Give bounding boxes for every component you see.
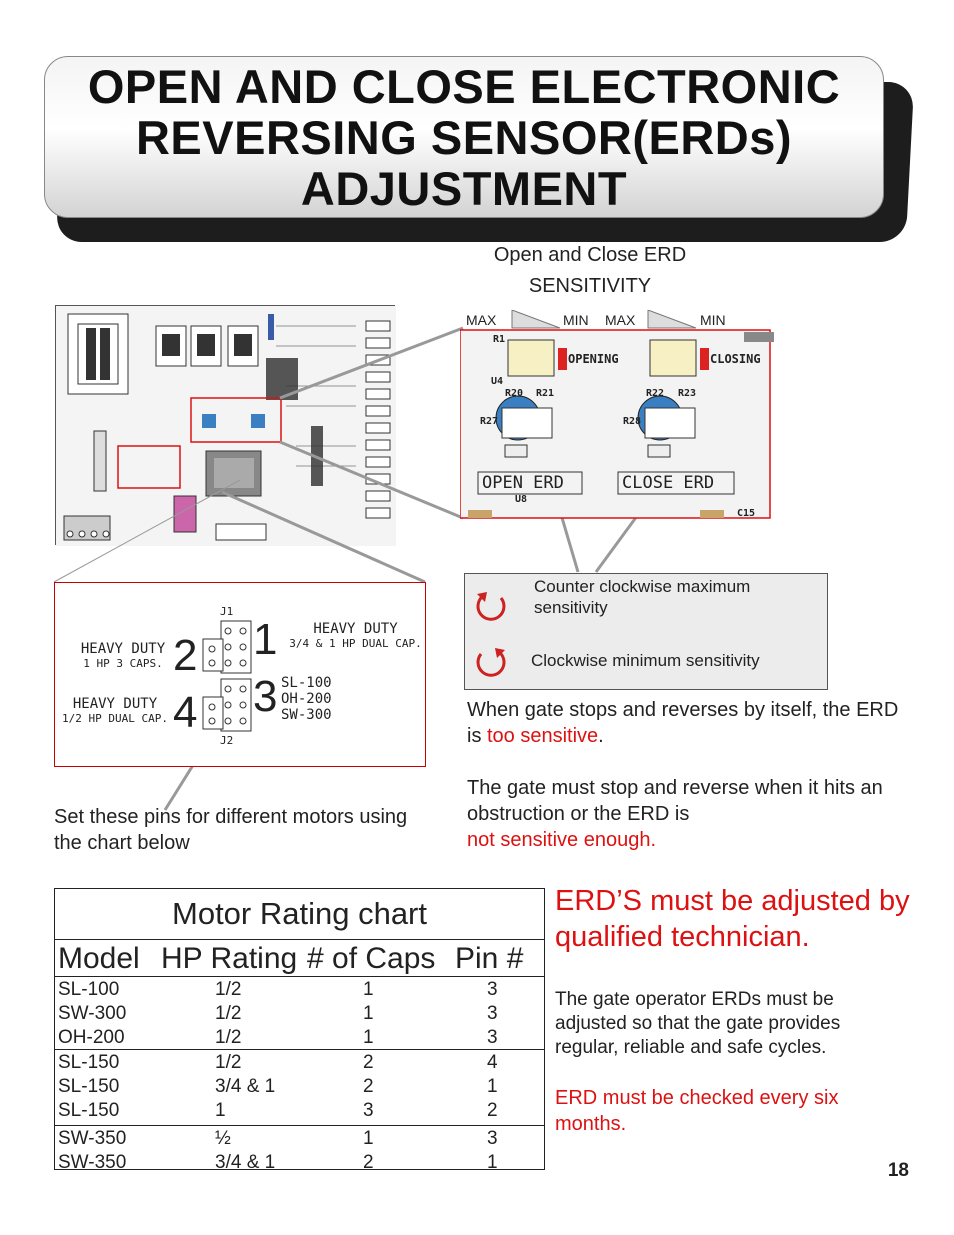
- chart-group: [55, 977, 544, 1051]
- closing-label: CLOSING: [710, 352, 761, 366]
- erd-caption-line-1: Open and Close ERD: [493, 244, 687, 266]
- three-quarter-hp-dual-cap-label: 3/4 & 1 HP DUAL CAP.: [289, 637, 422, 650]
- cell-pin: 3: [487, 1003, 498, 1024]
- ccw-sensitivity-text: Counter clockwise maximum sensitivity: [534, 577, 751, 617]
- cw-sensitivity-text: Clockwise minimum sensitivity: [531, 651, 760, 670]
- title-line-2: REVERSING SENSOR(ERDs): [135, 110, 793, 164]
- cell-model: SL-150: [58, 1076, 120, 1097]
- chart-header-row: [55, 939, 544, 977]
- title-line-3: ADJUSTMENT: [300, 161, 628, 215]
- u4-label: U4: [491, 376, 504, 387]
- counter-clockwise-arrow-icon: [473, 588, 509, 624]
- max-label-close: MAX: [605, 312, 636, 328]
- heavy-duty-34-label: HEAVY DUTY: [313, 621, 398, 637]
- heavy-duty-half-label: HEAVY DUTY: [72, 696, 158, 712]
- jumper-header-drawing: [201, 619, 253, 735]
- min-label-open: MIN: [563, 312, 589, 328]
- cell-hp: 1/2: [215, 1027, 242, 1048]
- cell-model: OH-200: [58, 1027, 125, 1048]
- one-hp-3-caps-label: 1 HP 3 CAPS.: [83, 657, 163, 670]
- too-sensitive-paragraph: When gate stops and reverses by itself, the ERD is too sensitive.: [467, 699, 899, 747]
- cell-pin: 3: [487, 1027, 498, 1048]
- u8-label: U8: [515, 494, 528, 505]
- cell-pin: 1: [487, 1076, 498, 1097]
- cell-caps: 2: [363, 1076, 374, 1097]
- close-erd-label: CLOSE ERD: [622, 473, 715, 493]
- cell-pin: 4: [487, 1052, 498, 1073]
- r21-label: R21: [536, 388, 555, 399]
- pin-number-4: 4: [173, 688, 198, 737]
- cell-hp: 1/2: [215, 1052, 242, 1073]
- sw-300-label: SW-300: [281, 707, 332, 723]
- erd-caption-line-2: SENSITIVITY: [528, 275, 652, 297]
- sl-100-label: SL-100: [281, 675, 332, 691]
- cell-caps: 2: [363, 1052, 374, 1073]
- cell-hp: 3/4 & 1: [215, 1076, 276, 1097]
- cell-model: SL-150: [58, 1052, 120, 1073]
- qualified-technician-warning: ERD’S must be adjusted by qualified technician.: [555, 885, 910, 953]
- cell-caps: 1: [363, 979, 374, 1000]
- j1-label: J1: [220, 605, 234, 618]
- erd-closeup-panel: [460, 310, 775, 520]
- open-erd-label: OPEN ERD: [482, 473, 564, 493]
- chart-title: Motor Rating chart: [172, 896, 427, 931]
- not-sensitive-highlight: not sensitive enough.: [467, 829, 657, 851]
- cell-caps: 1: [363, 1027, 374, 1048]
- too-sensitive-highlight: too sensitive: [487, 725, 599, 747]
- r20-label: R20: [505, 388, 524, 399]
- cell-model: SW-350: [58, 1152, 127, 1173]
- cell-model: SW-300: [58, 1003, 127, 1024]
- chart-group: [55, 1125, 544, 1175]
- title-line-1: OPEN AND CLOSE ELECTRONIC: [87, 59, 841, 113]
- cell-caps: 1: [363, 1003, 374, 1024]
- cell-hp: ½: [215, 1128, 231, 1149]
- cell-caps: 1: [363, 1128, 374, 1149]
- rotation-legend: [464, 573, 828, 690]
- cell-hp: 3/4 & 1: [215, 1152, 276, 1173]
- r28-label: R28: [623, 416, 642, 427]
- chart-group: [55, 1049, 544, 1123]
- clockwise-arrow-icon: [473, 644, 509, 680]
- c15-label: C15: [737, 508, 756, 519]
- min-label-close: MIN: [700, 312, 726, 328]
- header-hp-rating: HP Rating: [161, 942, 298, 975]
- cell-model: SL-150: [58, 1100, 120, 1121]
- r23-label: R23: [678, 388, 697, 399]
- cell-caps: 3: [363, 1100, 374, 1121]
- cell-caps: 2: [363, 1152, 374, 1173]
- opening-label: OPENING: [568, 352, 619, 366]
- cell-model: SL-100: [58, 979, 120, 1000]
- pin-number-1: 1: [253, 615, 278, 664]
- motor-rating-chart: [54, 888, 545, 1173]
- check-interval-note: ERD must be checked every six months.: [555, 1087, 839, 1135]
- cell-pin: 2: [487, 1100, 498, 1121]
- page-number: 18: [887, 1160, 909, 1181]
- cell-pin: 1: [487, 1152, 498, 1173]
- pin-number-2: 2: [173, 631, 198, 680]
- heavy-duty-1hp-label: HEAVY DUTY: [80, 641, 166, 657]
- not-sensitive-paragraph: The gate must stop and reverse when it hits an obstruction or the ERD is not sensitive enough.: [467, 775, 907, 853]
- header-caps: # of Caps: [307, 942, 436, 975]
- j2-label: J2: [220, 734, 234, 747]
- cell-hp: 1/2: [215, 1003, 242, 1024]
- cell-hp: 1/2: [215, 979, 242, 1000]
- header-model: Model: [58, 942, 140, 975]
- cell-pin: 3: [487, 1128, 498, 1149]
- half-hp-dual-cap-label: 1/2 HP DUAL CAP.: [62, 712, 168, 725]
- cell-pin: 3: [487, 979, 498, 1000]
- adjustment-paragraph: The gate operator ERDs must be adjusted so that the gate provides regular, reliable and safe cycles.: [555, 989, 841, 1058]
- pin-number-3: 3: [253, 672, 278, 721]
- header-pin: Pin #: [455, 942, 524, 975]
- r27-label: R27: [480, 416, 499, 427]
- pins-note: Set these pins for different motors using the chart below: [54, 806, 408, 854]
- r1-label: R1: [493, 334, 506, 345]
- cell-model: SW-350: [58, 1128, 127, 1149]
- oh-200-label: OH-200: [281, 691, 332, 707]
- cell-hp: 1: [215, 1100, 226, 1121]
- r22-label: R22: [646, 388, 665, 399]
- max-label-open: MAX: [466, 312, 497, 328]
- jumper-pins-diagram: [54, 582, 426, 767]
